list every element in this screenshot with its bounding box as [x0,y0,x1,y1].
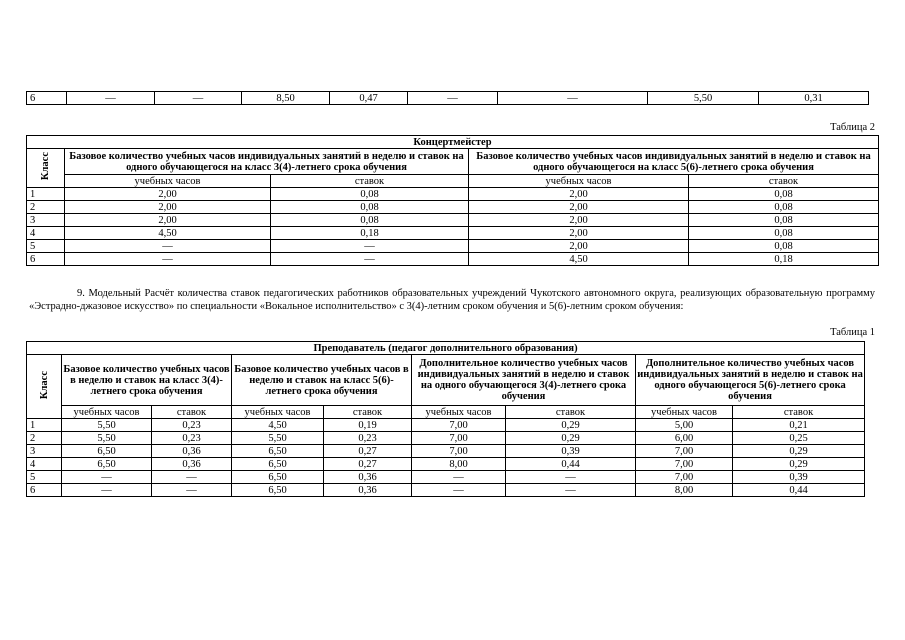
table-title: Преподаватель (педагог дополнительного образования) [27,342,865,355]
table-cell: 0,44 [733,484,865,497]
table-cell: 2 [27,201,65,214]
table-cell: 4,50 [469,253,689,266]
sub-header-rate: ставок [733,406,865,419]
group-header-base-3-4: Базовое количество учебных часов в неделю и ставок на класс 3(4)-летнего срока обучения [62,355,232,406]
table-cell: 0,27 [324,445,412,458]
table-cell: 8,00 [412,458,506,471]
sub-header-rate: ставок [506,406,636,419]
table-body [27,419,865,497]
table-cell: 6 [27,253,65,266]
sub-header-rate: ставок [689,175,879,188]
table-cell: 2,00 [469,188,689,201]
table-cell: — [152,484,232,497]
table-cell: 2,00 [469,201,689,214]
sub-header-hours: учебных часов [636,406,733,419]
table-row [27,201,879,214]
paragraph-text: 9. Модельный Расчёт количества ставок педагогических работников образовательных учреждений Чукотского автономного округа, реализующих образовательную программу «Эстрадно-джазовое искусство» по специальности «Вокальное исполнительство» с 3(4)-летним сроком обучения и 5(6)-летним сроком обучения: [29,288,875,312]
sub-header-rate: ставок [324,406,412,419]
table-row [27,432,865,445]
table-cell: 0,29 [506,419,636,432]
table-cell: 0,36 [324,484,412,497]
table-cell: 0,44 [506,458,636,471]
table-cell: 7,00 [412,432,506,445]
table-cell: 0,36 [152,458,232,471]
group-header-3-4-year: Базовое количество учебных часов индивидуальных занятий в неделю и ставок на одного обучающегося на класс 3(4)-летнего срока обучения [65,149,469,175]
table-cell: 0,18 [271,227,469,240]
table-cell: — [498,92,648,105]
table-cell: — [506,471,636,484]
table-cell: 6,50 [62,458,152,471]
sub-header-hours: учебных часов [232,406,324,419]
table-cell: 2,00 [65,188,271,201]
table-cell: 1 [27,419,62,432]
sub-header-rate: ставок [271,175,469,188]
table-cell: — [271,240,469,253]
table-cell: 0,29 [733,458,865,471]
table-cell: 6,50 [232,471,324,484]
table-cell: — [412,484,506,497]
table-cell: 2,00 [65,214,271,227]
table-cell: 5,00 [636,419,733,432]
table-cell: — [62,471,152,484]
table-cell: 5,50 [62,432,152,445]
table-row [27,445,865,458]
table-cell: 2,00 [65,201,271,214]
table-cell: — [506,484,636,497]
table-row [27,188,879,201]
table-cell: 0,25 [733,432,865,445]
table-row [27,419,865,432]
table-row [27,253,879,266]
table-cell: 4,50 [232,419,324,432]
table-cell: — [65,253,271,266]
table-row [27,471,865,484]
class-header [27,149,65,188]
table-cell: — [155,92,242,105]
table-cell: 4,50 [65,227,271,240]
table-cell: 6,50 [232,458,324,471]
group-header-base-5-6: Базовое количество учебных часов в неделю и ставок на класс 5(6)-летнего срока обучения [232,355,412,406]
table-cell: 0,23 [152,419,232,432]
table-cell: 0,36 [152,445,232,458]
table-cell: 0,08 [271,214,469,227]
table-title: Концертмейстер [27,136,879,149]
table-cell: — [271,253,469,266]
table-cell: 0,23 [324,432,412,445]
table-row [27,458,865,471]
table-2-concertmaster [26,135,879,266]
sub-header-rate: ставок [152,406,232,419]
table-cell: 6,50 [232,445,324,458]
table-cell: — [412,471,506,484]
table-cell: 8,50 [242,92,330,105]
table-cell: 5 [27,240,65,253]
table-cell: 5,50 [648,92,759,105]
table-cell: 6,50 [62,445,152,458]
table-cell: 6,50 [232,484,324,497]
table-1-caption: Таблица 1 [830,327,875,338]
table-cell: 0,23 [152,432,232,445]
table-2-caption: Таблица 2 [830,122,875,133]
sub-header-hours: учебных часов [65,175,271,188]
table-cell: 0,08 [689,240,879,253]
table-cell: 1 [27,188,65,201]
table-cell: 3 [27,445,62,458]
table-cell: 7,00 [636,458,733,471]
table-row [27,484,865,497]
group-header-additional-5-6: Дополнительное количество учебных часов индивидуальных занятий в неделю и ставок на одного обучающегося 5(6)-летнего срока обучения [636,355,865,406]
table-cell: 7,00 [412,419,506,432]
table-cell: 2 [27,432,62,445]
table-cell: — [62,484,152,497]
class-header-label: Класс [40,152,51,181]
table-cell: — [152,471,232,484]
table-cell: 4 [27,227,65,240]
table-cell: 4 [27,458,62,471]
table-cell: 0,36 [324,471,412,484]
table-row [27,92,869,105]
table-cell: 7,00 [412,445,506,458]
table-cell: 0,39 [506,445,636,458]
table-cell: 3 [27,214,65,227]
table-cell: 8,00 [636,484,733,497]
table-cell: — [65,240,271,253]
table-cell: 2,00 [469,240,689,253]
table-cell: 5,50 [62,419,152,432]
table-cell: 0,39 [733,471,865,484]
table-cell: 5,50 [232,432,324,445]
group-header-5-6-year: Базовое количество учебных часов индивидуальных занятий в неделю и ставок на одного обучающегося на класс 5(6)-летнего срока обучения [469,149,879,175]
table-cell: 0,29 [506,432,636,445]
table-row [27,227,879,240]
table-cell: 0,08 [689,188,879,201]
table-cell: 6 [27,92,67,105]
table-cell: 0,08 [271,188,469,201]
table-cell: 6,00 [636,432,733,445]
table-cell: 2,00 [469,227,689,240]
table-cell: 0,29 [733,445,865,458]
table-cell: — [408,92,498,105]
table-cell: — [67,92,155,105]
table-cell: 7,00 [636,445,733,458]
group-header-additional-3-4: Дополнительное количество учебных часов индивидуальных занятий в неделю и ставок на одного обучающегося 3(4)-летнего срока обучения [412,355,636,406]
table-row [27,214,879,227]
class-header [27,355,62,419]
sub-header-hours: учебных часов [62,406,152,419]
previous-table-fragment [26,91,869,105]
section-paragraph [29,287,875,313]
table-row [27,240,879,253]
sub-header-hours: учебных часов [412,406,506,419]
table-cell: 5 [27,471,62,484]
table-cell: 0,18 [689,253,879,266]
class-header-label: Класс [38,370,50,400]
table-cell: 0,31 [759,92,869,105]
table-cell: 0,08 [689,201,879,214]
table-cell: 6 [27,484,62,497]
table-body [27,188,879,266]
sub-header-hours: учебных часов [469,175,689,188]
table-cell: 0,08 [271,201,469,214]
table-cell: 0,27 [324,458,412,471]
table-cell: 0,08 [689,227,879,240]
table-cell: 0,19 [324,419,412,432]
table-cell: 7,00 [636,471,733,484]
table-cell: 0,21 [733,419,865,432]
table-cell: 2,00 [469,214,689,227]
table-1-teacher [26,341,865,497]
table-cell: 0,08 [689,214,879,227]
table-cell: 0,47 [330,92,408,105]
